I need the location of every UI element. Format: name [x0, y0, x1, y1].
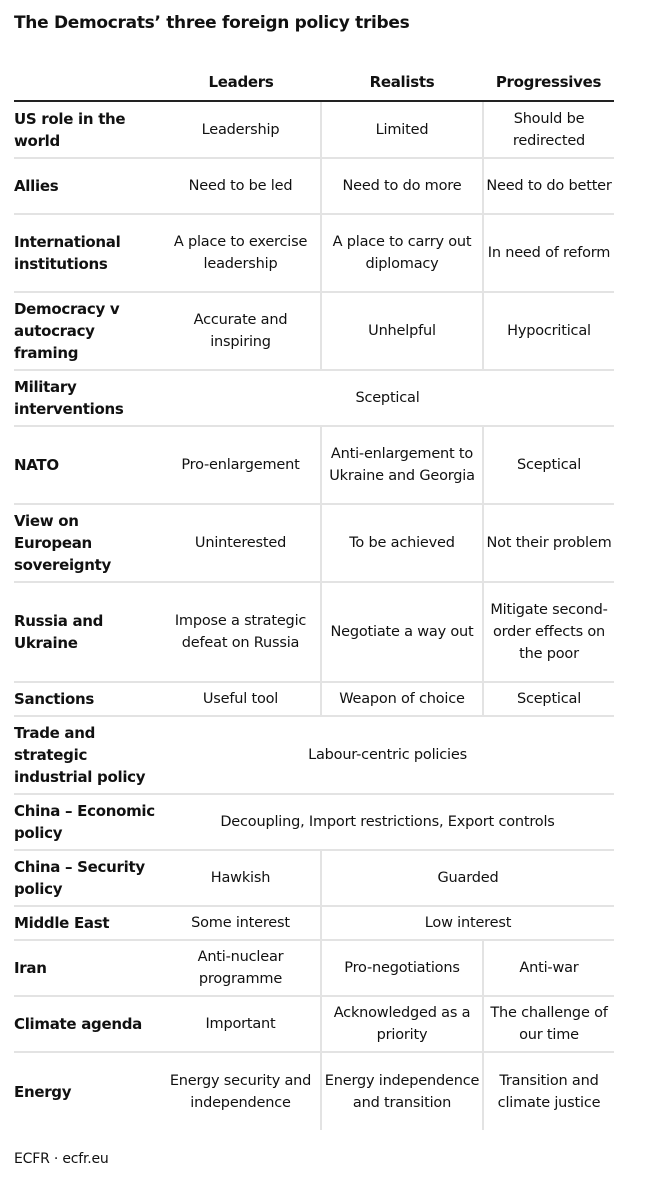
row-label: NATO — [14, 426, 161, 504]
row-label: Climate agenda — [14, 996, 161, 1052]
table-row — [14, 158, 614, 214]
table-cell: Need to be led — [161, 158, 321, 214]
table-row — [14, 794, 614, 850]
row-label: Iran — [14, 940, 161, 996]
table-cell: Acknowledged as a priority — [321, 996, 483, 1052]
column-header-leaders: Leaders — [161, 64, 321, 101]
row-label: View on European sovereignty — [14, 504, 161, 582]
table-row — [14, 370, 614, 426]
table-cell: Sceptical — [483, 426, 614, 504]
table-cell: A place to carry out diplomacy — [321, 214, 483, 292]
table-cell-span: Sceptical — [161, 370, 614, 426]
table-cell: Leadership — [161, 101, 321, 158]
row-label: Sanctions — [14, 682, 161, 716]
table-cell: Energy independence and transition — [321, 1052, 483, 1130]
row-label: Trade and strategic industrial policy — [14, 716, 161, 794]
table-row — [14, 850, 614, 906]
header-row — [14, 64, 614, 101]
table-row — [14, 716, 614, 794]
row-label: Energy — [14, 1082, 72, 1101]
table-row — [14, 504, 614, 582]
table-cell: Weapon of choice — [321, 682, 483, 716]
table-cell: Hawkish — [161, 850, 321, 906]
table-cell: Useful tool — [161, 682, 321, 716]
table-cell: Mitigate second-order effects on the poor — [483, 582, 614, 682]
table-row — [14, 1052, 614, 1130]
table-row — [14, 940, 614, 996]
table-cell: Hypocritical — [483, 292, 614, 370]
source-credit: ECFR · ecfr.eu — [14, 1151, 109, 1167]
table-cell: Anti-nuclear programme — [161, 940, 321, 996]
table-cell: The challenge of our time — [483, 996, 614, 1052]
table-cell: Unhelpful — [321, 292, 483, 370]
table-cell: A place to exercise leadership — [161, 214, 321, 292]
row-label: US role in the world — [14, 101, 161, 158]
table-cell-span: Guarded — [321, 850, 614, 906]
table-cell: Anti-enlargement to Ukraine and Georgia — [321, 426, 483, 504]
page-title: The Democrats’ three foreign policy tribes — [14, 13, 410, 33]
table-cell-span: Decoupling, Import restrictions, Export controls — [161, 794, 614, 850]
table-cell: Limited — [321, 101, 483, 158]
table-cell: Should be redirected — [483, 101, 614, 158]
row-label: Russia and Ukraine — [14, 582, 161, 682]
table-cell: Need to do more — [321, 158, 483, 214]
table-cell: Sceptical — [483, 682, 614, 716]
table-header — [14, 64, 614, 101]
table-row — [14, 214, 614, 292]
table-row — [14, 682, 614, 716]
table-row — [14, 582, 614, 682]
row-label: Allies — [14, 158, 161, 214]
table-cell: Important — [161, 996, 321, 1052]
table-row — [14, 101, 614, 158]
table-cell-span: Low interest — [321, 906, 614, 940]
tribes-table — [14, 64, 614, 1130]
table-cell: Uninterested — [161, 504, 321, 582]
table-cell: Pro-enlargement — [161, 426, 321, 504]
column-header-realists: Realists — [321, 64, 483, 101]
row-label: Military interventions — [14, 370, 161, 426]
table-cell: Accurate and inspiring — [161, 292, 321, 370]
table-body — [14, 101, 614, 1130]
column-header-progressives: Progressives — [483, 64, 614, 101]
row-label: Democracy v autocracy framing — [14, 292, 161, 370]
row-label: Middle East — [14, 906, 161, 940]
table-cell: Anti-war — [483, 940, 614, 996]
table-cell: Energy security and independence — [169, 1072, 312, 1111]
row-label: China – Economic policy — [14, 794, 161, 850]
table-cell: Pro-negotiations — [321, 940, 483, 996]
table-row — [14, 292, 614, 370]
table-cell: Not their problem — [483, 504, 614, 582]
table-cell: Need to do better — [483, 158, 614, 214]
table-cell: In need of reform — [483, 214, 614, 292]
table-cell: Some interest — [161, 906, 321, 940]
table-row — [14, 906, 614, 940]
table-cell: To be achieved — [321, 504, 483, 582]
table-row — [14, 996, 614, 1052]
table-row — [14, 426, 614, 504]
table-cell: Negotiate a way out — [321, 582, 483, 682]
row-label: International institutions — [14, 214, 161, 292]
table-cell: Impose a strategic defeat on Russia — [161, 582, 321, 682]
table-cell: Transition and climate justice — [483, 1052, 614, 1130]
row-label: China – Security policy — [14, 850, 161, 906]
corner-cell — [14, 64, 161, 101]
table-cell-span: Labour-centric policies — [161, 716, 614, 794]
